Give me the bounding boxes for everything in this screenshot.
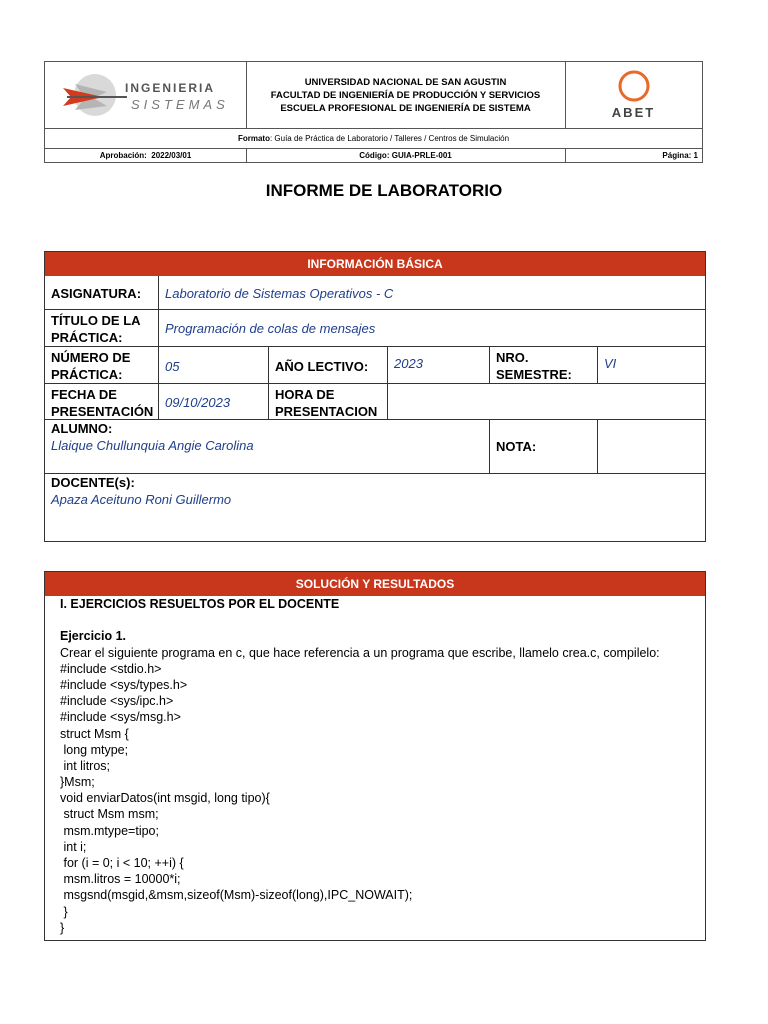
institution-block	[246, 62, 566, 128]
code-line: msgsnd(msgid,&msm,sizeof(Msm)-sizeof(long),IPC_NOWAIT);	[60, 888, 413, 903]
exercise-title: Ejercicio 1.	[60, 629, 127, 644]
basic-info-header: INFORMACIÓN BÁSICA	[45, 252, 705, 276]
code-line: #include <sys/ipc.h>	[60, 694, 174, 709]
grade-value	[598, 420, 705, 474]
year-value: 2023	[388, 347, 490, 384]
teacher-label: DOCENTE(s):	[51, 475, 135, 490]
code-line: void enviarDatos(int msgid, long tipo){	[60, 791, 270, 806]
code-label: Código:	[359, 151, 390, 160]
exercise-instruction: Crear el siguiente programa en c, que hace referencia a un programa que escribe, llamelo crea.c, compilelo:	[60, 645, 660, 660]
date-label: FECHA DE PRESENTACIÓN	[45, 384, 159, 420]
code-line: msm.mtype=tipo;	[60, 823, 159, 838]
code-line: int i;	[60, 839, 87, 854]
time-value	[388, 384, 705, 420]
practice-title-value: Programación de colas de mensajes	[159, 310, 705, 347]
date-value: 09/10/2023	[159, 384, 269, 420]
meta-row	[45, 148, 702, 163]
student-cell	[45, 420, 490, 474]
approval-value: 2022/03/01	[151, 151, 192, 160]
code-line: #include <sys/msg.h>	[60, 710, 181, 725]
ingenieria-sistemas-logo	[45, 62, 247, 128]
practice-number-label: NÚMERO DE PRÁCTICA:	[45, 347, 159, 384]
code-line: msm.litros = 10000*i;	[60, 872, 181, 887]
approval-label: Aprobación:	[99, 151, 147, 160]
abet-text: ABET	[611, 105, 656, 120]
student-label: ALUMNO:	[51, 421, 113, 436]
subject-label: ASIGNATURA:	[45, 276, 159, 310]
code-line: }	[60, 920, 65, 935]
student-value: Llaique Chullunquia Angie Carolina	[51, 438, 254, 453]
year-label: AÑO LECTIVO:	[269, 347, 388, 384]
university-name: UNIVERSIDAD NACIONAL DE SAN AGUSTIN	[304, 76, 507, 88]
code-cell	[246, 149, 566, 163]
code-line: struct Msm {	[60, 726, 129, 741]
time-label: HORA DE PRESENTACION	[269, 384, 388, 420]
section-heading: I. EJERCICIOS RESUELTOS POR EL DOCENTE	[60, 597, 340, 611]
school-name: ESCUELA PROFESIONAL DE INGENIERÍA DE SISTEMA	[280, 102, 531, 114]
format-row	[45, 128, 702, 149]
practice-title-label: TÍTULO DE LA PRÁCTICA:	[45, 310, 159, 347]
teacher-cell	[45, 474, 705, 541]
page-number: 1	[693, 151, 698, 160]
solution-section	[44, 571, 706, 941]
subject-value: Laboratorio de Sistemas Operativos - C	[159, 276, 705, 310]
basic-info-table	[44, 251, 706, 542]
page-label: Página:	[662, 151, 692, 160]
format-value: : Guía de Práctica de Laboratorio / Talleres / Centros de Simulación	[269, 134, 510, 143]
faculty-name: FACULTAD DE INGENIERÍA DE PRODUCCIÓN Y SERVICIOS	[270, 89, 541, 101]
logo-text-sistemas: SISTEMAS	[131, 97, 229, 112]
solution-header: SOLUCIÓN Y RESULTADOS	[45, 572, 705, 596]
logo-graphic	[45, 62, 245, 128]
solution-content	[60, 596, 700, 936]
document-header	[44, 61, 703, 163]
code-line: }	[60, 904, 68, 919]
code-line: int litros;	[60, 758, 111, 773]
semester-value: VI	[598, 347, 705, 384]
code-line: long mtype;	[60, 742, 129, 757]
code-value: GUIA-PRLE-001	[391, 151, 452, 160]
practice-number-value: 05	[159, 347, 269, 384]
page-cell	[565, 149, 702, 163]
approval-cell	[45, 149, 247, 163]
blank-line	[60, 612, 700, 628]
semester-label: NRO. SEMESTRE:	[490, 347, 598, 384]
logo-text-ingenieria: INGENIERIA	[125, 81, 216, 95]
document-title: INFORME DE LABORATORIO	[265, 181, 503, 200]
code-line: for (i = 0; i < 10; ++i) {	[60, 856, 184, 870]
teacher-value: Apaza Aceituno Roni Guillermo	[51, 492, 232, 507]
code-line: #include <sys/types.h>	[60, 677, 188, 692]
code-line: }Msm;	[60, 775, 95, 790]
grade-label: NOTA:	[490, 420, 598, 474]
code-line: #include <stdio.h>	[60, 661, 162, 676]
code-line: struct Msm msm;	[60, 807, 159, 822]
abet-logo	[565, 62, 702, 128]
format-label: Formato	[237, 134, 270, 143]
